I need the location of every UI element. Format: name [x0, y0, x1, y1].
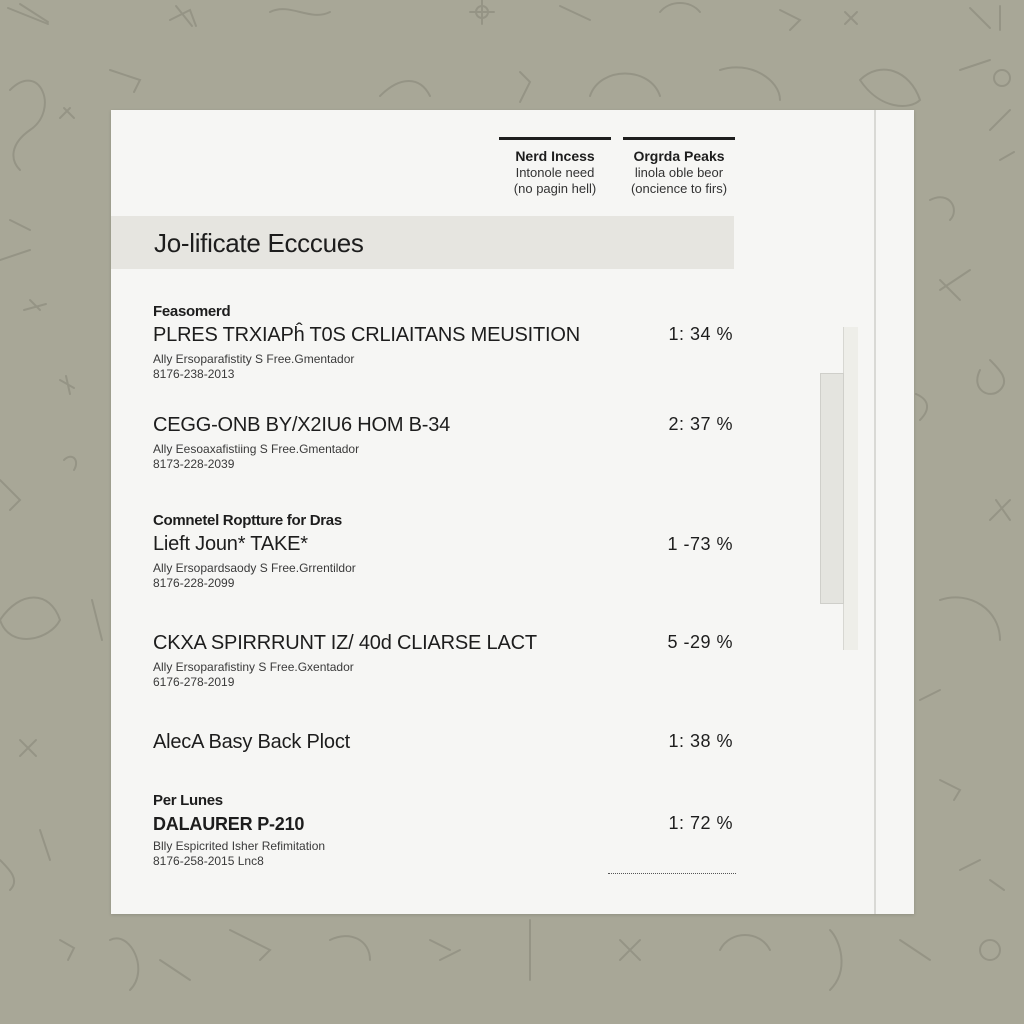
entry-subtitle: Ally Ersoparafistiny S Free.Gxentador	[153, 660, 354, 674]
column-divider	[874, 110, 876, 914]
header-rule	[499, 137, 611, 140]
list-item[interactable]	[153, 413, 733, 472]
entry-value: 1: 72 %	[668, 813, 733, 833]
header-column-1-line1: Intonole need	[515, 165, 595, 180]
header-column-2	[623, 137, 735, 197]
entry-value: 2: 37 %	[668, 414, 733, 434]
header-column-2-line1: linola oble beor	[634, 165, 724, 180]
entry-value: 1: 38 %	[668, 731, 733, 751]
list-item[interactable]	[153, 730, 733, 754]
entry-name: CEGG-ONB BY/X2IU6 HOM B-34	[153, 414, 451, 436]
entry-id: 8176-258-2015 Lnc8	[153, 854, 264, 868]
entry-value: 5 -29 %	[667, 632, 733, 652]
page-title: Jo-lificate Ecccues	[154, 228, 364, 258]
entry-section-label: Per Lunes	[153, 792, 223, 809]
header-column-2-title: Orgrda Peaks	[633, 148, 725, 164]
entry-id: 8173-228-2039	[153, 457, 235, 471]
header-column-1-title: Nerd Incess	[515, 148, 595, 164]
scrollbar-track[interactable]	[843, 327, 858, 650]
entry-section-label: Feasomerd	[153, 303, 231, 320]
entry-name: Lieft Joun* TAKE*	[153, 533, 308, 555]
entry-subtitle: Ally Eesoaxafistiing S Free.Gmentador	[153, 442, 360, 456]
dotted-separator	[608, 873, 736, 874]
entry-name: AlecA Basy Back Ploct	[153, 731, 351, 753]
entry-id: 8176-228-2099	[153, 576, 235, 590]
list-item[interactable]	[153, 302, 733, 382]
entry-subtitle: Blly Espicrited Isher Refimitation	[153, 839, 326, 853]
title-band	[111, 216, 734, 269]
header-rule	[623, 137, 735, 140]
entry-name: DALAURER P-210	[153, 814, 305, 834]
list-item[interactable]	[153, 791, 733, 869]
list-item[interactable]	[153, 511, 733, 591]
entry-id: 8176-238-2013	[153, 367, 235, 381]
document-sheet	[111, 110, 914, 914]
entry-section-label: Comnetel Roptture for Dras	[153, 512, 342, 529]
entry-subtitle: Ally Ersoparafistity S Free.Gmentador	[153, 352, 355, 366]
header-column-2-line2: (oncience to firs)	[630, 181, 728, 196]
header-column-1	[499, 137, 611, 197]
entry-value: 1 -73 %	[667, 534, 733, 554]
entry-id: 6176-278-2019	[153, 675, 235, 689]
entry-subtitle: Ally Ersopardsaody S Free.Grrentildor	[153, 561, 356, 575]
entry-value: 1: 34 %	[668, 324, 733, 344]
header-column-1-line2: (no pagin hell)	[513, 181, 597, 196]
list-item[interactable]	[153, 631, 733, 690]
entry-name: PLRES TRXIAPĥ T0S CRLIAITANS MEUSITION	[153, 324, 580, 346]
entry-name: CKXA SPIRRRUNT IZ/ 40d CLIARSE LACT	[153, 632, 537, 654]
scrollbar-thumb[interactable]	[820, 373, 844, 604]
